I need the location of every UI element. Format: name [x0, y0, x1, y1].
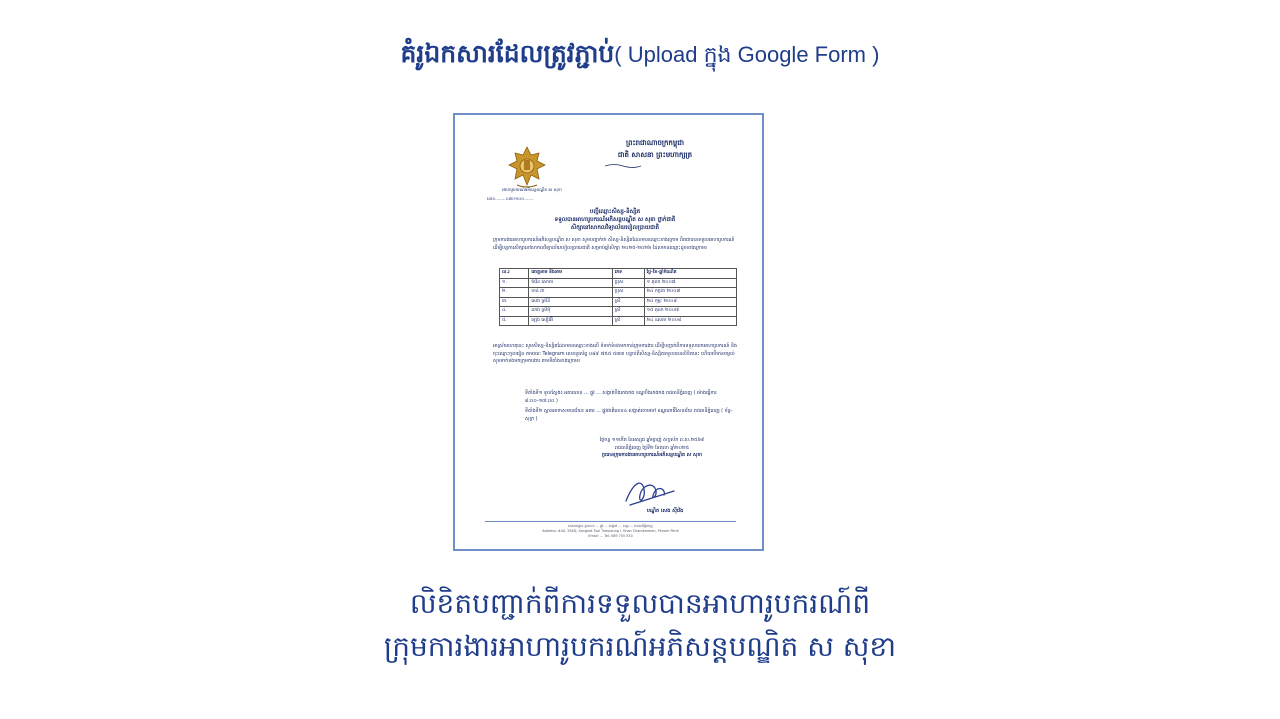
page-title-paren: ( Upload ក្នុង Google Form ) — [614, 42, 880, 67]
date-block — [567, 437, 737, 460]
date-line-lunar: ថ្ងៃចន្ទ ១១កើត ខែអស្សុជ ឆ្នាំម្សាញ់ សប្តស័ក ព.ស.២៥៦៩ — [599, 438, 705, 443]
cell-number: ៣. — [500, 297, 529, 307]
intro-paragraph: ក្រុមការងារអាហារូបករណ៍អភិសន្តបណ្ឌិត ស សុខា សូមបញ្ជាក់ថា សិស្ស-និស្សិតដែលមានឈ្មោះខាងក្រោម ពិតជាបានទទួលអាហារូបករណ៍ ដើម្បីបន្តការសិក្សានៅសាកលវិទ្យាល័យបៀលប្រាយជាតិ សម្រាប់ឆ្នាំសិក្សា ២០២៥-២០២៦ ដែលមានឈ្មោះដូចខាងក្រោម៖ — [493, 238, 735, 251]
cell-number: ១. — [500, 278, 529, 288]
kingdom-line1: ព្រះរាជាណាចក្រកម្ពុជា — [625, 139, 684, 147]
sample-document — [453, 113, 764, 551]
signer-name: បណ្ឌិត សេង ស៊ីវ៉េង — [646, 508, 684, 514]
location-bullet-2: ទីតាំងទី២ ស្ពានអាកាសមានជ័យ៖ អគារ ... ផ្លូវជាតិលេខ៤ សង្កាត់ចោមចៅ ខណ្ឌពោធិ៍សែនជ័យ រាជធានីភ្នំពេញ ( ច័ន្ទ-សុក្រ ) — [525, 409, 733, 422]
cell-dob: ២៤ កុម្ភៈ ២០០៨ — [644, 297, 736, 307]
royal-emblem-icon — [507, 145, 547, 189]
ornament-divider — [605, 163, 641, 169]
col-header-sex: ភេទ — [612, 269, 644, 279]
col-header-name: គោត្តនាម និងនាម — [529, 269, 612, 279]
footer-line-1: អាសយដ្ឋាន ផ្ទះលេខ ... ផ្លូវ ... សង្កាត់ ... ខណ្ឌ ... រាជធានីភ្នំពេញ — [568, 524, 653, 528]
document-title — [495, 208, 735, 232]
document-title-line1: បញ្ជីឈ្មោះសិស្ស-និស្សិត — [589, 209, 641, 215]
cell-sex: ស្រី — [612, 316, 644, 326]
cell-sex: ប្រុស — [612, 288, 644, 298]
cell-dob: ២៤ កក្កដា ២០០៧ — [644, 288, 736, 298]
footer-line-2: Address: #44, 294D, Sangkat Tuol Tumpoung I, Khan Chamkarmon, Phnom Penh — [542, 529, 679, 533]
document-title-line2: ទទួលបានអាហារូបករណ៍អភិសន្តបណ្ឌិត ស សុខា ថ្នាក់ជាតិ — [554, 217, 676, 223]
kingdom-line2: ជាតិ សាសនា ព្រះមហាក្សត្រ — [617, 151, 693, 159]
table-row — [500, 316, 737, 326]
table-row — [500, 297, 737, 307]
cell-name: ចំរើន សោភា — [529, 278, 612, 288]
instruction-paragraph: អាស្រ័យហេតុនេះ សូមសិស្ស-និស្សិតដែលមានឈ្មោះខាងលើ ទំនាក់ទំនងមកកាន់ក្រុមការងារ ដើម្បីបញ្ជាក់ពីការទទួលយកអាហារូបករណ៍ និងចុះឈ្មោះចូលរៀន តាមរយៈ Telegram លេខទូរស័ព្ទ ០៨៩ ៧៥៥ ៥៣៣ បន្ទាប់ពីសិស្ស-និស្សិតទទួលបានលិខិតនេះ ហើយបើមានចម្ងល់ សូមទាក់ទងមកក្រុមការងារ តាមទីតាំងខាងក្រោម៖ — [493, 344, 737, 364]
reference-number: លេខ........០៣០១០០....... — [487, 196, 534, 201]
page-title — [0, 32, 1280, 77]
col-header-number: ល.រ — [500, 269, 529, 279]
col-header-dob: ថ្ងៃ-ខែ-ឆ្នាំកំណើត — [644, 269, 736, 279]
kingdom-header — [555, 137, 755, 161]
cell-number: ៤. — [500, 307, 529, 317]
student-table — [499, 268, 737, 326]
document-title-line3: សិក្សានៅសាកលវិទ្យាល័យបៀលប្រាយជាតិ — [570, 225, 660, 231]
cell-sex: ស្រី — [612, 297, 644, 307]
cell-name: ឡេង សៀវអ៊ី — [529, 316, 612, 326]
cell-number: ៥. — [500, 316, 529, 326]
table-row — [500, 288, 737, 298]
cell-dob: ២៤ ឧសភា ២០០៨ — [644, 316, 736, 326]
cell-name: លាង ស្រីមុំ — [529, 307, 612, 317]
caption-line-2: ក្រុមការងារអាហារូបករណ៍អភិសន្តបណ្ឌិត ស សុខា — [383, 630, 897, 663]
cell-name: ចាន់ ដា — [529, 288, 612, 298]
document-footer — [485, 524, 736, 539]
org-name-small: អាហារូបករណ៍អភិសន្តបណ្ឌិត ស សុខា — [502, 187, 562, 192]
signature-image — [620, 471, 680, 511]
signer-title: ប្រធានក្រុមការងារអាហារូបករណ៍អភិសន្តបណ្ឌិត ស សុខា — [601, 453, 703, 458]
cell-sex: ប្រុស — [612, 278, 644, 288]
page-title-khmer: គំរូឯកសារដែលត្រូវភ្ជាប់ — [400, 39, 615, 68]
footer-divider — [485, 521, 736, 522]
date-line-solar: រាជធានីភ្នំពេញ ថ្ងៃទី២ ខែតុលា ឆ្នាំ២០២៥ — [614, 445, 690, 451]
cell-dob: ១៥ តុលា ២០០៧ — [644, 307, 736, 317]
cell-sex: ស្រី — [612, 307, 644, 317]
table-row — [500, 307, 737, 317]
location-bullet-1: ទីតាំងទី១ ទូលស្លែង៖ អគារលេខ ... ផ្លូវ ... សង្កាត់បឹងកេងកង ខណ្ឌបឹងកេងកង រាជធានីភ្នំពេញ ( ម៉ោងធ្វើការ ៨:០០-១៧:០០ ) — [525, 391, 717, 404]
cell-name: សេង ស្រីនី — [529, 297, 612, 307]
cell-dob: ១ តុលា ២០០៧ — [644, 278, 736, 288]
cell-number: ២. — [500, 288, 529, 298]
caption-line-1: លិខិតបញ្ជាក់ពីការទទួលបានអាហារូបករណ៍ពី — [409, 587, 871, 620]
footer-line-3: Email: ... Tel: 089 755 533 — [588, 534, 633, 538]
table-row — [500, 278, 737, 288]
table-header-row — [500, 269, 737, 279]
